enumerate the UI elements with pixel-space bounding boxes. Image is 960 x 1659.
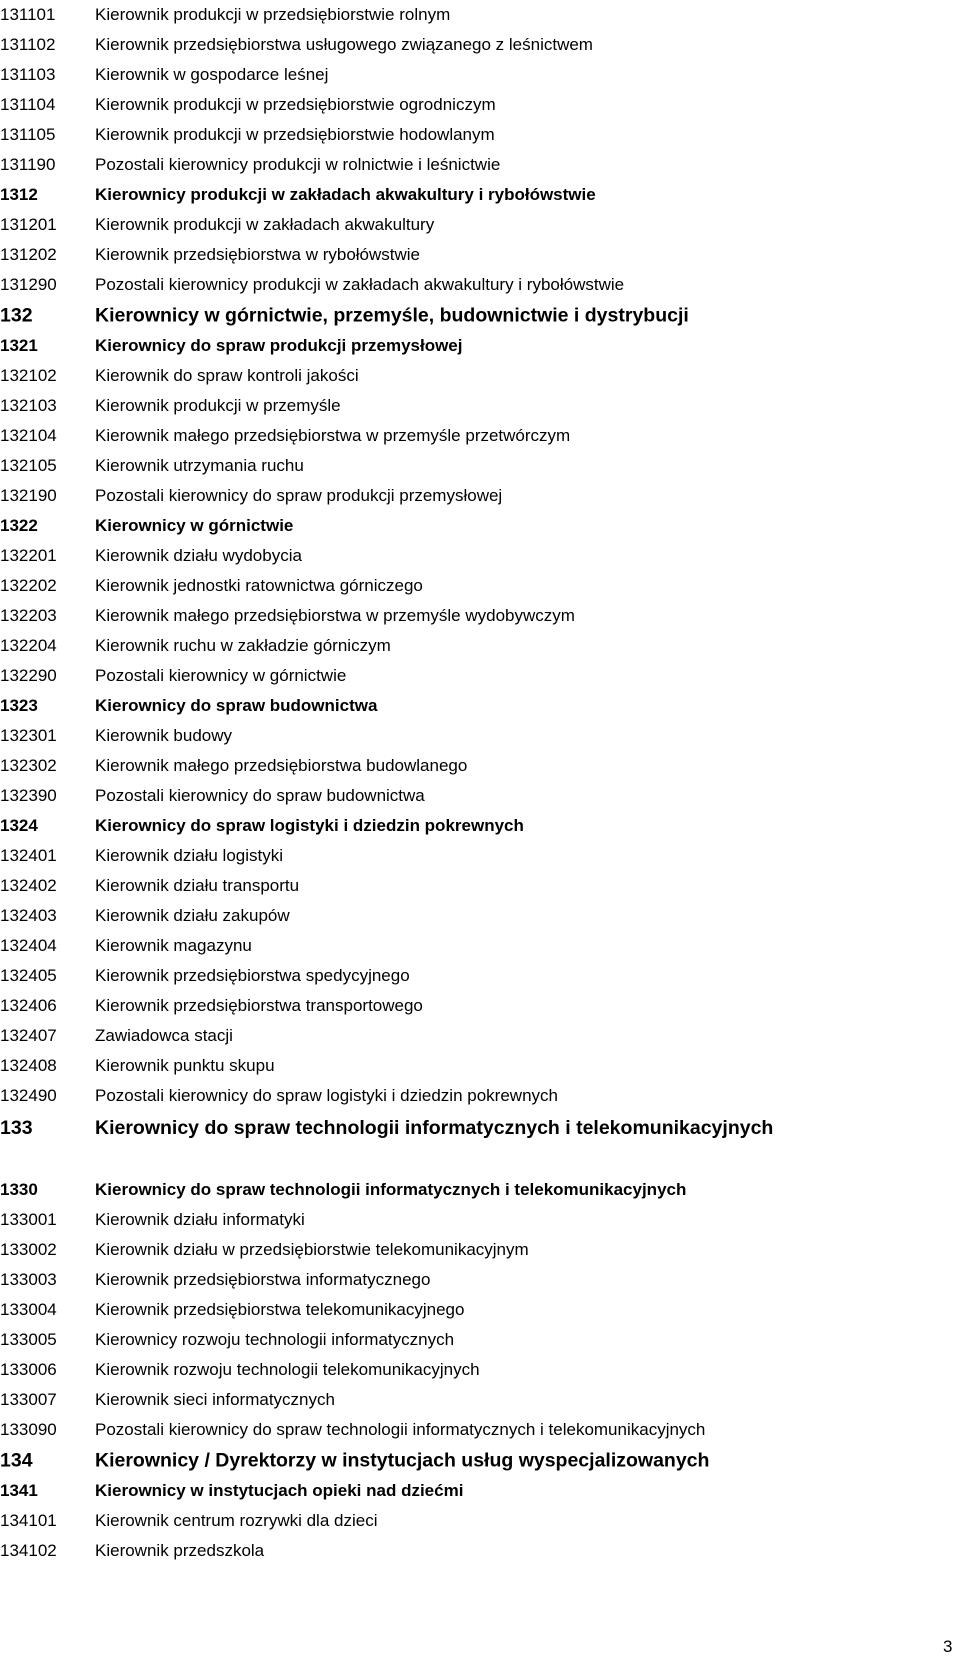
- subgroup-heading: [0, 1175, 960, 1205]
- occupation-row: [0, 270, 960, 300]
- label: Kierownik przedsiębiorstwa spedycyjnego: [95, 966, 410, 985]
- label: Kierownik rozwoju technologii telekomunikacyjnych: [95, 1360, 480, 1379]
- code: 1312: [0, 185, 38, 204]
- label: Kierownik utrzymania ruchu: [95, 456, 304, 475]
- label: Kierownik w gospodarce leśnej: [95, 65, 329, 84]
- occupation-row: [0, 1415, 960, 1445]
- label: Kierownik przedsiębiorstwa usługowego związanego z leśnictwem: [95, 35, 593, 54]
- label: Kierownik do spraw kontroli jakości: [95, 366, 359, 385]
- label: Kierownik przedsiębiorstwa telekomunikacyjnego: [95, 1300, 465, 1319]
- occupation-row: [0, 601, 960, 631]
- label: Kierownik budowy: [95, 726, 233, 745]
- code: 131102: [0, 35, 56, 54]
- occupation-row: [0, 1355, 960, 1385]
- code: 134102: [0, 1541, 57, 1560]
- label: Kierownicy rozwoju technologii informatycznych: [95, 1330, 455, 1349]
- code: 131103: [0, 65, 56, 84]
- label: Pozostali kierownicy w górnictwie: [95, 666, 347, 685]
- label: Kierownik przedsiębiorstwa transportowego: [95, 996, 423, 1015]
- label: Kierownik działu informatyki: [95, 1210, 305, 1229]
- code: 133004: [0, 1300, 57, 1319]
- occupation-row: [0, 421, 960, 451]
- code: 1324: [0, 816, 38, 835]
- occupation-row: [0, 150, 960, 180]
- label: Kierownik produkcji w przedsiębiorstwie ogrodniczym: [95, 95, 496, 114]
- label: Kierownik magazynu: [95, 936, 252, 955]
- code: 131104: [0, 95, 56, 114]
- code: 133006: [0, 1360, 57, 1379]
- occupation-row: [0, 60, 960, 90]
- occupation-row: [0, 871, 960, 901]
- label: Kierownicy / Dyrektorzy w instytucjach usług wyspecjalizowanych: [95, 1449, 710, 1471]
- code: 132402: [0, 876, 57, 895]
- code: 132490: [0, 1086, 57, 1105]
- label: Kierownicy do spraw technologii informatycznych i telekomunikacyjnych: [95, 1180, 687, 1199]
- label: Kierownik małego przedsiębiorstwa budowlanego: [95, 756, 468, 775]
- page-number: 3: [943, 1637, 953, 1656]
- label: Kierownik małego przedsiębiorstwa w przemyśle wydobywczym: [95, 606, 575, 625]
- label: Kierownik działu zakupów: [95, 906, 290, 925]
- label: Kierownicy do spraw produkcji przemysłowej: [95, 336, 463, 355]
- occupation-row: [0, 1265, 960, 1295]
- label: Kierownicy w instytucjach opieki nad dziećmi: [95, 1481, 464, 1500]
- code: 1321: [0, 336, 38, 355]
- label: Kierownik sieci informatycznych: [95, 1390, 335, 1409]
- code: 132408: [0, 1056, 57, 1075]
- occupation-row: [0, 961, 960, 991]
- occupation-row: [0, 661, 960, 691]
- code: 132290: [0, 666, 57, 685]
- code: 132405: [0, 966, 57, 985]
- label: Kierownik małego przedsiębiorstwa w przemyśle przetwórczym: [95, 426, 571, 445]
- subgroup-heading: [0, 691, 960, 721]
- code: 131201: [0, 215, 57, 234]
- occupation-row: [0, 1051, 960, 1081]
- code: 1323: [0, 696, 38, 715]
- label: Pozostali kierownicy do spraw technologii informatycznych i telekomunikacyjnych: [95, 1420, 706, 1439]
- occupation-row: [0, 240, 960, 270]
- code: 132105: [0, 456, 57, 475]
- label: Kierownicy do spraw technologii informatycznych i telekomunikacyjnych: [95, 1117, 774, 1139]
- occupation-row: [0, 1295, 960, 1325]
- code: 132103: [0, 396, 57, 415]
- code: 132403: [0, 906, 57, 925]
- code: 132401: [0, 846, 57, 865]
- code: 134101: [0, 1511, 57, 1530]
- label: Pozostali kierownicy do spraw produkcji przemysłowej: [95, 486, 503, 505]
- occupation-row: [0, 991, 960, 1021]
- code: 134: [0, 1449, 33, 1471]
- label: Pozostali kierownicy produkcji w rolnictwie i leśnictwie: [95, 155, 501, 174]
- occupation-row: [0, 30, 960, 60]
- code: 132201: [0, 546, 57, 565]
- code: 132: [0, 304, 33, 326]
- occupation-row: [0, 210, 960, 240]
- label: Kierownik działu logistyki: [95, 846, 284, 865]
- code: 132102: [0, 366, 57, 385]
- occupation-row: [0, 1506, 960, 1536]
- group-heading: [0, 1111, 960, 1175]
- label: Kierownik działu w przedsiębiorstwie telekomunikacyjnym: [95, 1240, 529, 1259]
- subgroup-heading: [0, 811, 960, 841]
- occupation-row: [0, 0, 960, 30]
- code: 133007: [0, 1390, 57, 1409]
- code: 133002: [0, 1240, 57, 1259]
- occupation-row: [0, 1235, 960, 1265]
- code: 132104: [0, 426, 57, 445]
- code: 132406: [0, 996, 57, 1015]
- label: Kierownicy produkcji w zakładach akwakultury i rybołówstwie: [95, 185, 596, 204]
- occupation-row: [0, 541, 960, 571]
- label: Kierownicy do spraw budownictwa: [95, 696, 378, 715]
- occupation-row: [0, 1205, 960, 1235]
- occupation-row: [0, 120, 960, 150]
- label: Pozostali kierownicy do spraw budownictwa: [95, 786, 425, 805]
- occupation-row: [0, 721, 960, 751]
- occupation-row: [0, 1081, 960, 1111]
- occupation-row: [0, 1385, 960, 1415]
- occupation-row: [0, 901, 960, 931]
- occupation-row: [0, 361, 960, 391]
- label: Kierownik punktu skupu: [95, 1056, 275, 1075]
- code: 133003: [0, 1270, 57, 1289]
- occupation-row: [0, 1325, 960, 1355]
- occupation-row: [0, 571, 960, 601]
- label: Kierownicy do spraw logistyki i dziedzin pokrewnych: [95, 816, 524, 835]
- code: 132407: [0, 1026, 57, 1045]
- code: 1341: [0, 1481, 38, 1500]
- label: Kierownik centrum rozrywki dla dzieci: [95, 1511, 378, 1530]
- code: 131105: [0, 125, 56, 144]
- group-heading: [0, 1445, 960, 1476]
- code: 131290: [0, 275, 57, 294]
- occupation-row: [0, 451, 960, 481]
- code: 132203: [0, 606, 57, 625]
- code: 132202: [0, 576, 57, 595]
- label: Kierownicy w górnictwie, przemyśle, budownictwie i dystrybucji: [95, 304, 689, 326]
- subgroup-heading: [0, 180, 960, 210]
- occupation-row: [0, 1021, 960, 1051]
- code: 132204: [0, 636, 57, 655]
- label: Kierownik działu wydobycia: [95, 546, 302, 565]
- subgroup-heading: [0, 1476, 960, 1506]
- label: Kierownik przedsiębiorstwa w rybołówstwie: [95, 245, 421, 264]
- occupation-row: [0, 90, 960, 120]
- code: 132390: [0, 786, 57, 805]
- occupation-row: [0, 481, 960, 511]
- code: 132302: [0, 756, 57, 775]
- label: Kierownik działu transportu: [95, 876, 300, 895]
- occupation-row: [0, 751, 960, 781]
- label: Kierownik jednostki ratownictwa górniczego: [95, 576, 423, 595]
- code: 132404: [0, 936, 57, 955]
- label: Kierownik ruchu w zakładzie górniczym: [95, 636, 391, 655]
- subgroup-heading: [0, 511, 960, 541]
- occupation-row: [0, 1536, 960, 1566]
- code: 132190: [0, 486, 57, 505]
- label: Kierownicy w górnictwie: [95, 516, 294, 535]
- label: Pozostali kierownicy produkcji w zakładach akwakultury i rybołówstwie: [95, 275, 625, 294]
- subgroup-heading: [0, 331, 960, 361]
- code: 131190: [0, 155, 56, 174]
- code: 133090: [0, 1420, 57, 1439]
- code: 131101: [0, 5, 56, 24]
- label: Kierownik produkcji w przemyśle: [95, 396, 341, 415]
- code: 133001: [0, 1210, 57, 1229]
- occupation-row: [0, 841, 960, 871]
- code: 1322: [0, 516, 38, 535]
- code: 131202: [0, 245, 57, 264]
- code: 133005: [0, 1330, 57, 1349]
- occupation-row: [0, 631, 960, 661]
- occupation-row: [0, 781, 960, 811]
- occupation-row: [0, 391, 960, 421]
- label: Kierownik przedsiębiorstwa informatycznego: [95, 1270, 431, 1289]
- label: Pozostali kierownicy do spraw logistyki i dziedzin pokrewnych: [95, 1086, 558, 1105]
- label: Kierownik przedszkola: [95, 1541, 265, 1560]
- label: Kierownik produkcji w przedsiębiorstwie rolnym: [95, 5, 451, 24]
- code: 1330: [0, 1180, 38, 1199]
- group-heading: [0, 300, 960, 331]
- label: Kierownik produkcji w przedsiębiorstwie hodowlanym: [95, 125, 495, 144]
- code: 133: [0, 1117, 33, 1139]
- code: 132301: [0, 726, 57, 745]
- label: Kierownik produkcji w zakładach akwakultury: [95, 215, 435, 234]
- occupation-row: [0, 931, 960, 961]
- label: Zawiadowca stacji: [95, 1026, 233, 1045]
